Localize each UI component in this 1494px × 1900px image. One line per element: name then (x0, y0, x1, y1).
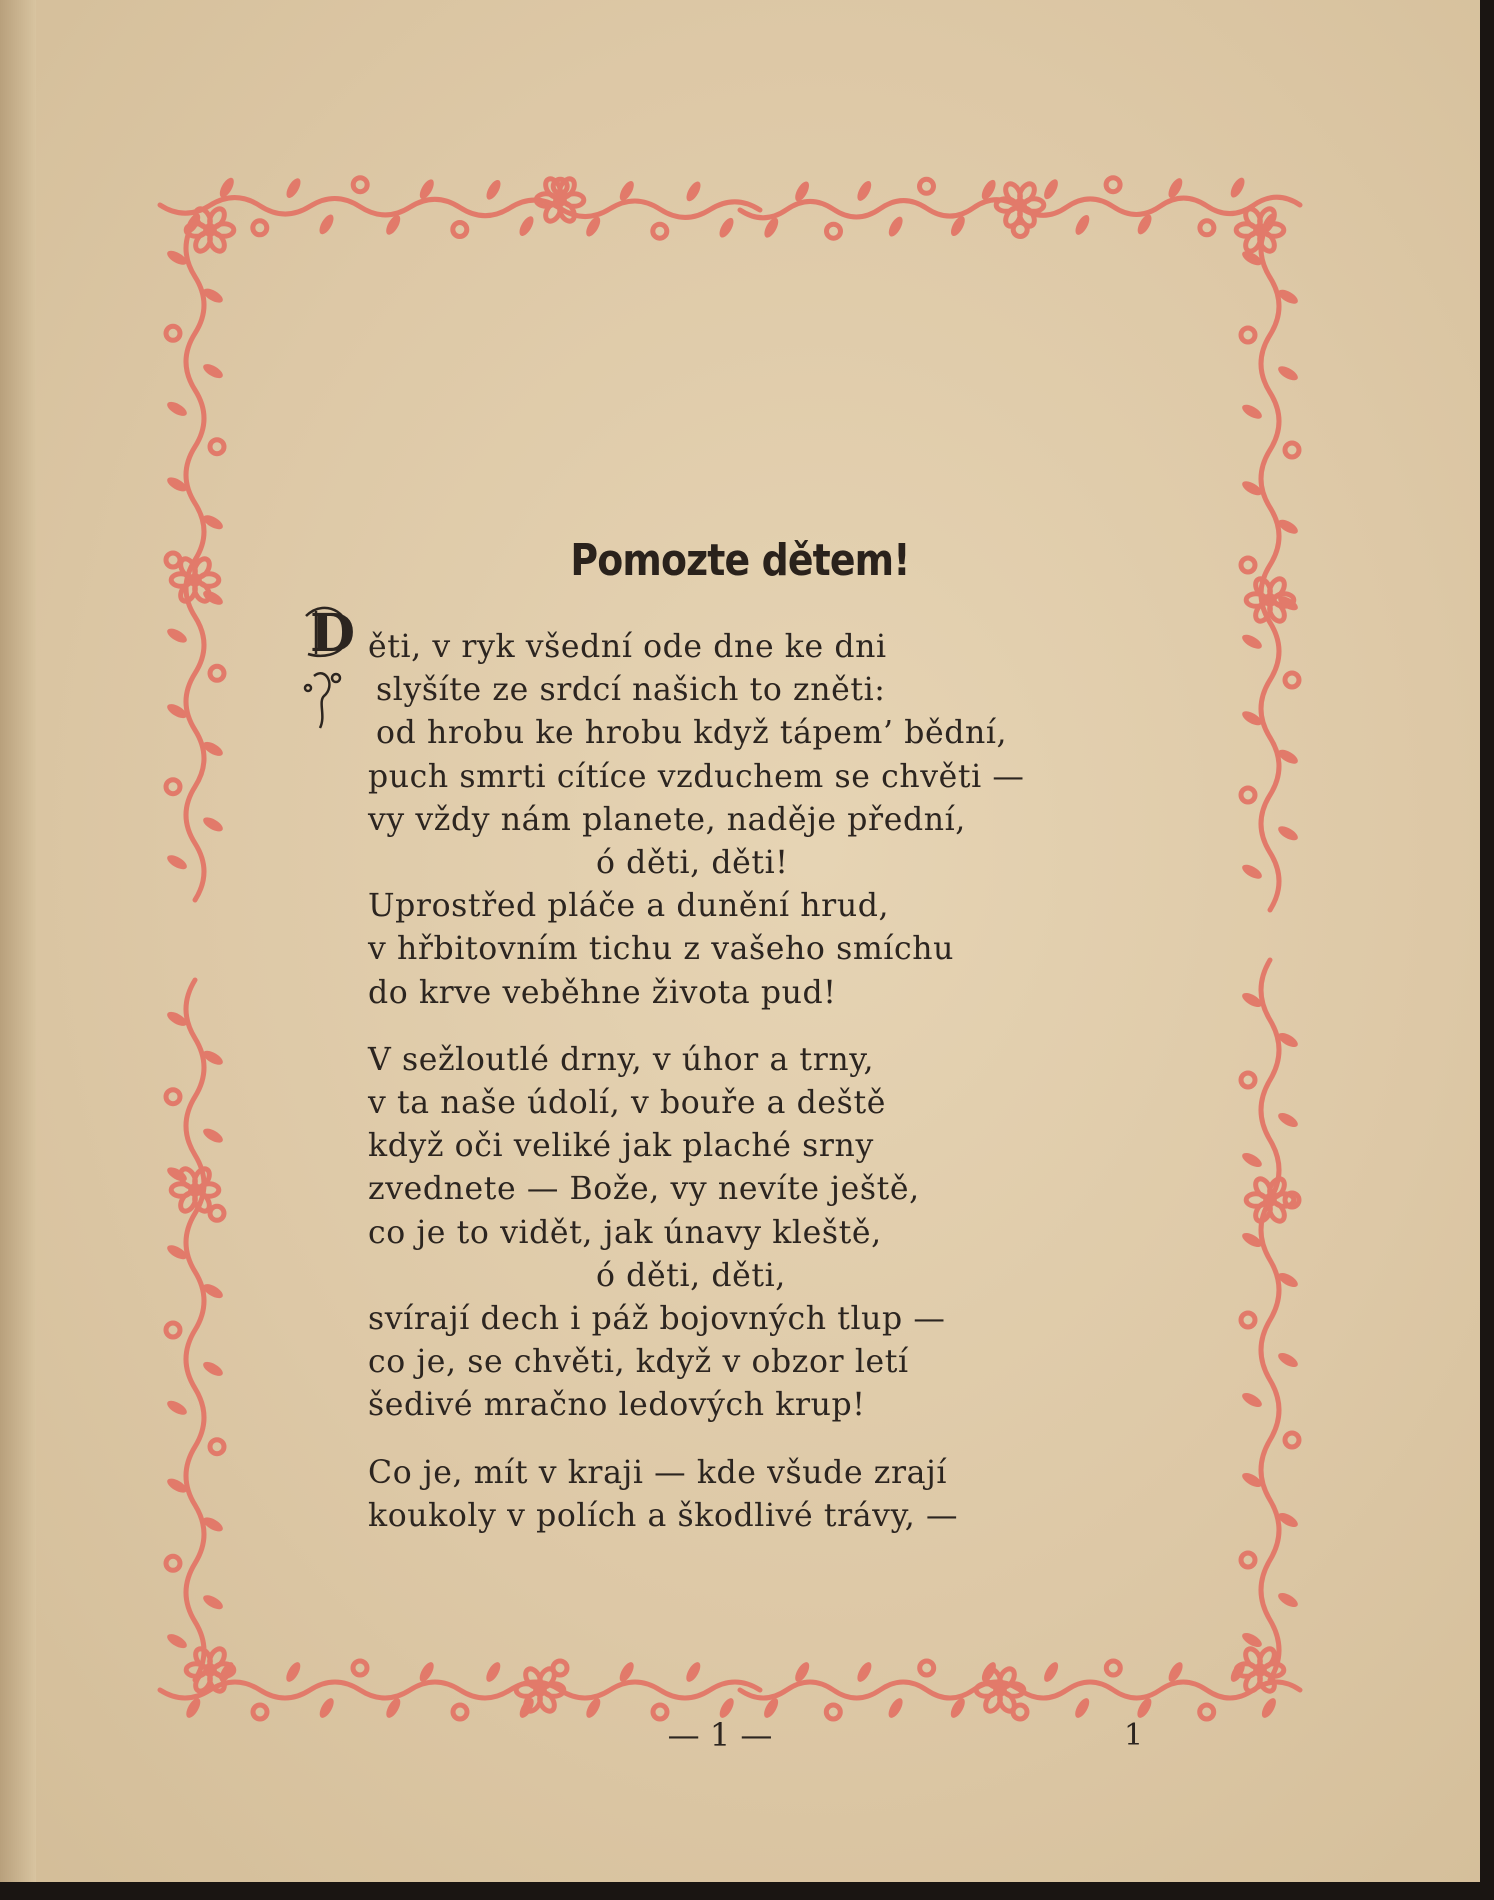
bud-icon (210, 666, 224, 680)
bud-icon (1200, 1705, 1214, 1719)
leaf-icon (284, 176, 304, 200)
leaf-icon (165, 1631, 189, 1651)
bud-icon (453, 1705, 467, 1719)
leaf-icon (201, 1359, 225, 1379)
bud-icon (353, 178, 367, 192)
leaf-icon (165, 399, 189, 419)
bud-icon (920, 179, 934, 193)
bud-icon (210, 1206, 224, 1220)
flower-center-icon (1264, 594, 1277, 607)
poem-line: vy vždy nám planete, naděje přední, (368, 801, 966, 838)
flower-center-icon (204, 1664, 217, 1677)
bud-icon (1285, 673, 1299, 687)
leaf-icon (165, 626, 189, 646)
leaf-icon (683, 1660, 703, 1684)
bud-icon (1106, 178, 1120, 192)
poem-line: co je to vidět, jak únavy kleště, (368, 1214, 882, 1251)
bud-icon (1285, 443, 1299, 457)
flower-center-icon (994, 1684, 1007, 1697)
poem-body (368, 626, 1128, 1562)
leaf-icon (855, 179, 874, 203)
leaf-icon (1259, 1696, 1279, 1720)
bud-icon (1241, 1553, 1255, 1567)
bud-icon (1241, 328, 1255, 342)
leaf-icon (1276, 1110, 1300, 1130)
bud-icon (453, 223, 467, 237)
bud-icon (166, 780, 180, 794)
leaf-icon (483, 1660, 503, 1684)
bud-icon (1241, 1313, 1255, 1327)
leaf-icon (317, 1696, 337, 1720)
leaf-icon (886, 215, 905, 239)
flower-center-icon (1254, 1664, 1267, 1677)
bud-icon (166, 1090, 180, 1104)
bud-icon (353, 1661, 367, 1675)
page-number: — 1 — (667, 1716, 773, 1754)
poem-line: šedivé mračno ledových krup! (368, 1387, 866, 1424)
bud-icon (1241, 1073, 1255, 1087)
poem-line: ó děti, děti, (596, 1257, 786, 1294)
right-vine-lower (1261, 960, 1279, 1680)
dropcap-letter: D (310, 603, 356, 664)
leaf-icon (1240, 1390, 1264, 1410)
bud-icon (827, 224, 841, 238)
leaf-icon (201, 1592, 225, 1612)
leaf-icon (517, 214, 537, 238)
poem-line: svírají dech i páž bojovných tlup — (368, 1301, 946, 1338)
leaf-icon (1276, 1590, 1300, 1610)
flower-center-icon (534, 1684, 547, 1697)
flower-center-icon (1264, 1194, 1277, 1207)
leaf-icon (165, 1398, 189, 1418)
leaf-icon (484, 178, 504, 202)
leaf-icon (886, 1696, 906, 1720)
leaf-icon (1041, 177, 1060, 201)
leaf-icon (1073, 213, 1092, 237)
signature-mark: 1 (1124, 1718, 1144, 1753)
bud-icon (210, 1440, 224, 1454)
poem-line: v ta naše údolí, v bouře a deště (368, 1085, 886, 1122)
leaf-icon (855, 1660, 875, 1684)
leaf-icon (1240, 862, 1264, 882)
bud-icon (653, 224, 667, 238)
poem-line: slyšíte ze srdcí našich to zněti: (376, 672, 886, 709)
bud-icon (166, 326, 180, 340)
flower-center-icon (204, 224, 217, 237)
poem-line: od hrobu ke hrobu když tápem’ bědní, (376, 715, 1008, 752)
bud-icon (920, 1661, 934, 1675)
poem-line: zvednete — Bože, vy nevíte ještě, (368, 1171, 920, 1208)
leaf-icon (1276, 1350, 1300, 1370)
flower-center-icon (1254, 224, 1267, 237)
poem-title: Pomozte dětem! (570, 535, 910, 586)
poem-line: Uprostřed pláče a dunění hrud, (368, 888, 890, 925)
bud-icon (166, 1556, 180, 1570)
poem-line: co je, se chvěti, když v obzor letí (368, 1344, 909, 1381)
leaf-icon (201, 361, 225, 381)
bud-icon (1106, 1661, 1120, 1675)
bud-icon (1241, 788, 1255, 802)
poem-line: koukoly v polích a škodlivé trávy, — (368, 1497, 959, 1534)
poem-line: V sežloutlé drny, v úhor a trny, (368, 1041, 875, 1078)
poem-line: do krve veběhne života pud! (368, 974, 837, 1011)
bud-icon (253, 1705, 267, 1719)
bud-icon (1241, 558, 1255, 572)
flower-center-icon (554, 194, 567, 207)
leaf-icon (717, 216, 737, 240)
poem-line: když oči veliké jak plaché srny (368, 1128, 874, 1165)
ornamental-dropcap (296, 596, 358, 736)
flower-center-icon (189, 574, 202, 587)
poem-line: Co je, mít v kraji — kde všude zrají (368, 1454, 948, 1491)
stanza (368, 1039, 1128, 1428)
flower-center-icon (1014, 199, 1027, 212)
leaf-icon (1228, 176, 1247, 200)
stanza (368, 626, 1128, 1015)
flower-center-icon (189, 1184, 202, 1197)
poem-line: v hřbitovním tichu z vašeho smíchu (368, 931, 954, 968)
leaf-icon (317, 212, 337, 236)
leaf-icon (1240, 402, 1264, 422)
top-vine-left (160, 198, 760, 218)
leaf-icon (201, 815, 225, 835)
right-vine-upper (1261, 220, 1279, 910)
leaf-icon (1240, 632, 1264, 652)
leaf-icon (201, 588, 225, 608)
leaf-icon (283, 1660, 303, 1684)
leaf-icon (1276, 823, 1300, 843)
poem-line: puch smrti cítíce vzduchem se chvěti — (368, 758, 1025, 795)
leaf-icon (1276, 363, 1300, 383)
leaf-icon (1072, 1696, 1092, 1720)
poem-line: ěti, v ryk všední ode dne ke dni (368, 629, 887, 665)
bud-icon (166, 1323, 180, 1337)
bud-icon (210, 440, 224, 454)
stanza (368, 1452, 1128, 1538)
leaf-icon (165, 852, 189, 872)
leaf-icon (1041, 1660, 1061, 1684)
bud-icon (1200, 221, 1214, 235)
bottom-vine-left (160, 1682, 760, 1698)
poem-line: ó děti, děti! (596, 845, 789, 882)
bud-icon (1285, 1433, 1299, 1447)
leaf-icon (201, 1126, 225, 1146)
leaf-icon (1240, 1150, 1264, 1170)
bud-icon (166, 553, 180, 567)
bud-icon (253, 221, 267, 235)
left-vine-lower (186, 980, 204, 1680)
bud-icon (826, 1705, 840, 1719)
leaf-icon (684, 179, 704, 203)
